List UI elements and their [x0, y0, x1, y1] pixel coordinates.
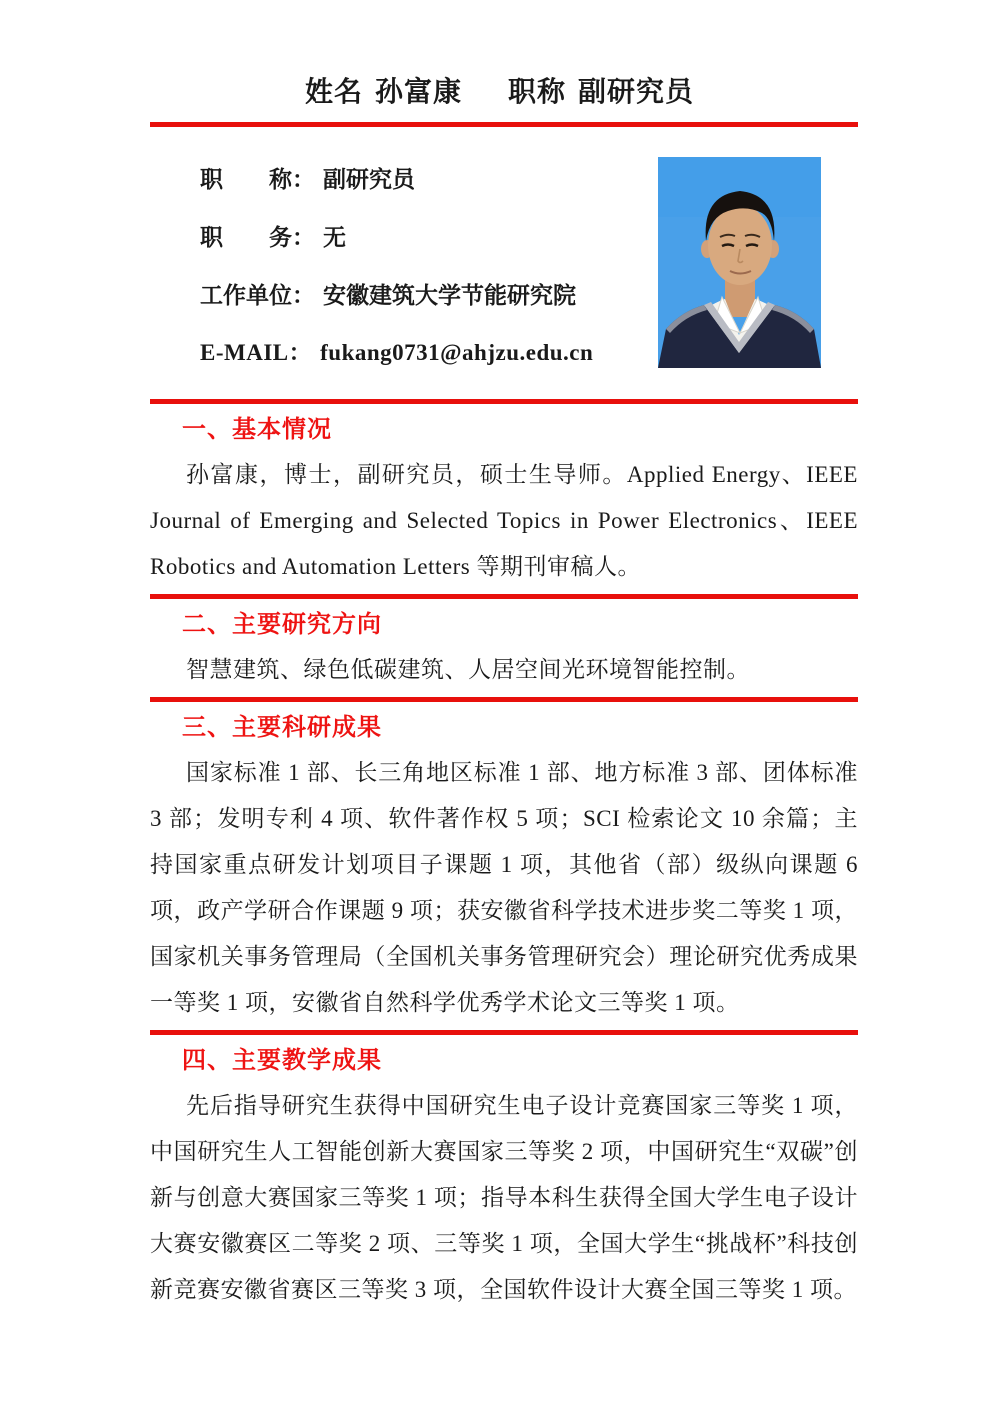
section-teaching-achievements	[150, 1030, 858, 1313]
field-label: E-MAIL：	[200, 340, 313, 365]
section-heading: 二、主要研究方向	[182, 611, 382, 638]
section-body: 孙富康，博士，副研究员，硕士生导师。Applied Energy、IEEE Journal of Emerging and Selected Topics in Power Electronics、IEEE Robotics and Automation Letters 等期刊审稿人。	[150, 462, 858, 579]
field-label: 职 务：	[200, 224, 315, 250]
field-value: 无	[323, 224, 346, 250]
section-basic-info	[150, 399, 858, 590]
section-heading: 四、主要教学成果	[182, 1047, 382, 1074]
section-divider	[150, 594, 858, 599]
portrait-illustration	[658, 157, 821, 368]
section-heading: 三、主要科研成果	[182, 714, 382, 741]
title-divider	[150, 122, 858, 127]
post-label: 职称	[508, 77, 567, 108]
section-research-directions	[150, 594, 858, 693]
section-research-achievements	[150, 697, 858, 1026]
field-label: 工作单位：	[200, 282, 315, 308]
field-label: 职 称：	[200, 166, 315, 192]
section-divider	[150, 1030, 858, 1035]
name-value: 孙富康	[374, 77, 462, 108]
section-divider	[150, 697, 858, 702]
profile-photo	[658, 157, 821, 368]
post-value: 副研究员	[578, 77, 695, 108]
page-title	[0, 0, 999, 110]
email-value: fukang0731@ahjzu.edu.cn	[320, 340, 594, 365]
section-body: 智慧建筑、绿色低碳建筑、人居空间光环境智能控制。	[186, 657, 750, 682]
name-label: 姓名	[304, 77, 363, 108]
section-heading: 一、基本情况	[182, 416, 332, 443]
section-body: 国家标准 1 部、长三角地区标准 1 部、地方标准 3 部、团体标准 3 部；发明专利 4 项、软件著作权 5 项；SCI 检索论文 10 余篇；主持国家重点研发计划项目子课题 1 项，其他省（部）级纵向课题 6 项，政产学研合作课题 9 项；获安徽省科学技术进步奖二等奖 1 项，国家机关事务管理局（全国机关事务管理研究会）理论研究优秀成果一等奖 1 项，安徽省自然科学优秀学术论文三等奖 1 项。	[150, 760, 859, 1015]
field-value: 副研究员	[323, 166, 415, 192]
section-divider	[150, 399, 858, 404]
field-value: 安徽建筑大学节能研究院	[323, 282, 576, 308]
section-body: 先后指导研究生获得中国研究生电子设计竞赛国家三等奖 1 项，中国研究生人工智能创新大赛国家三等奖 2 项，中国研究生“双碳”创新与创意大赛国家三等奖 1 项；指导本科生获得全国大学生电子设计大赛安徽赛区二等奖 2 项、三等奖 1 项，全国大学生“挑战杯”科技创新竞赛安徽省赛区三等奖 3 项，全国软件设计大赛全国三等奖 1 项。	[150, 1093, 858, 1302]
